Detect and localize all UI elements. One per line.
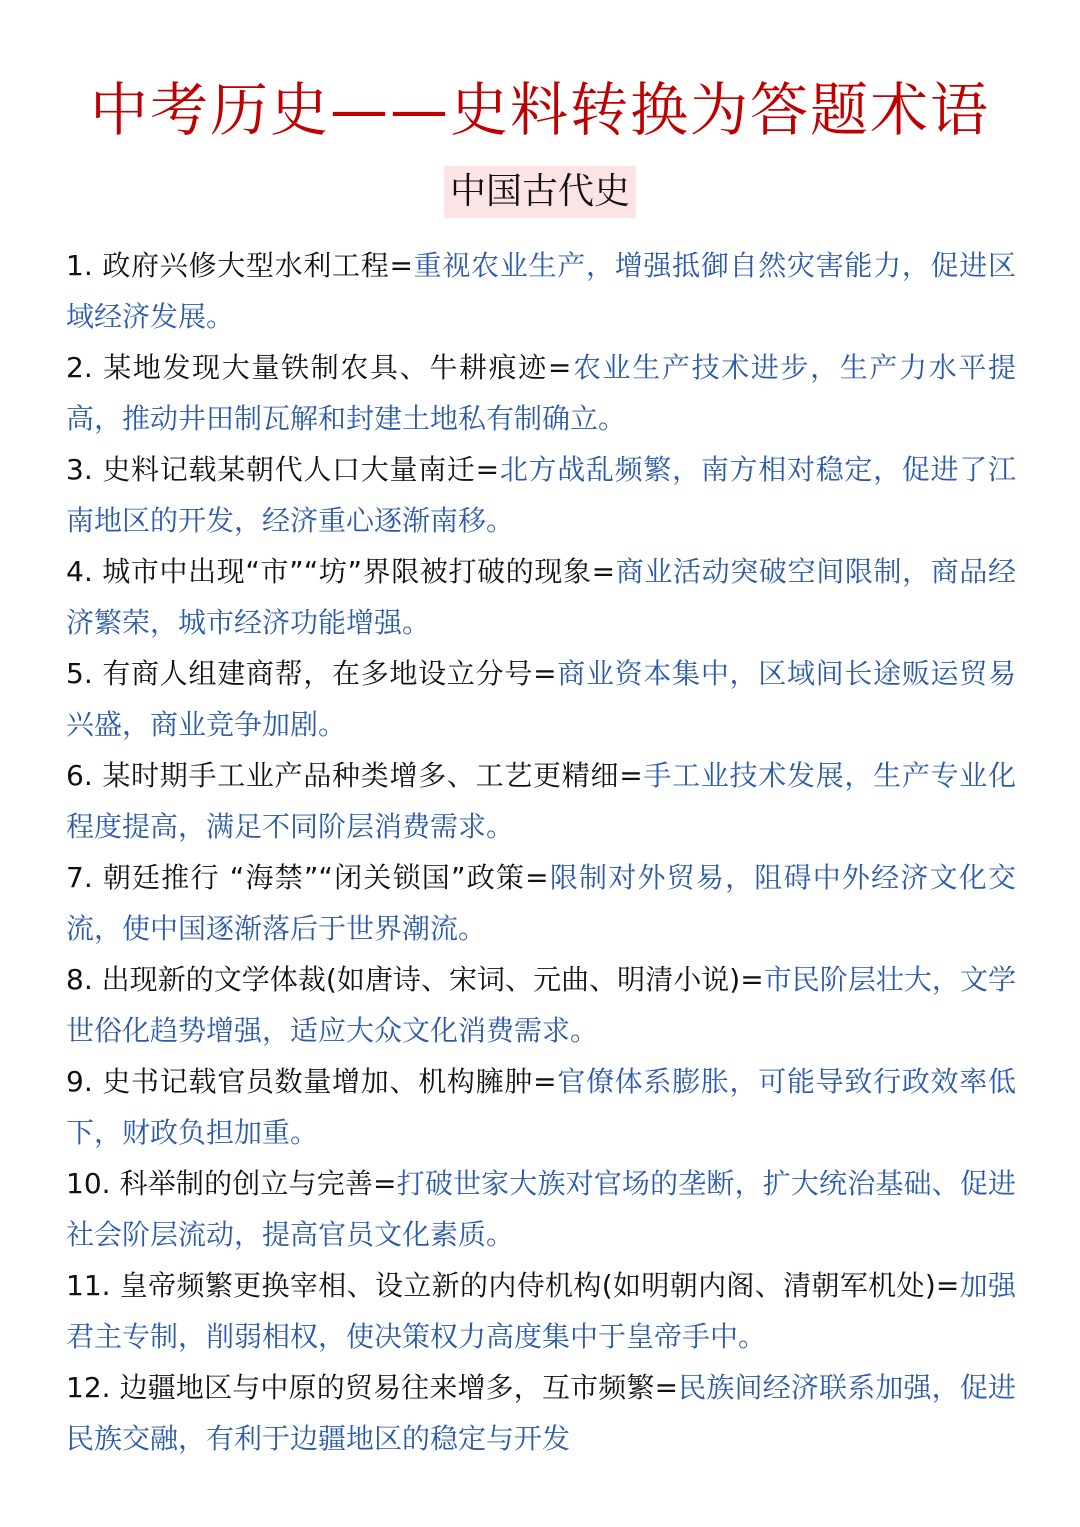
equals-sign: = [591,555,616,588]
item-result: 打破世家大族对官场的垄断，扩大统治基础、促进社会阶层流动，提高官员文化素质。 [66,1167,1016,1251]
item-condition: 6. 某时期手工业产品种类增多、工艺更精细 [66,759,620,792]
equals-sign: = [547,351,572,384]
list-item [66,1260,1016,1362]
item-condition: 7. 朝廷推行 “海禁”“闭关锁国”政策 [66,861,526,894]
list-item [66,750,1016,852]
item-condition: 2. 某地发现大量铁制农具、牛耕痕迹 [66,351,548,384]
item-result: 市民阶层壮大，文学世俗化趋势增强，适应大众文化消费需求。 [66,963,1016,1047]
equals-sign: = [373,1167,397,1200]
list-item [66,240,1016,342]
section-title: 中国古代史 [444,166,636,218]
item-result: 农业生产技术进步，生产力水平提高，推动井田制瓦解和封建土地私有制确立。 [66,351,1016,435]
item-condition: 12. 边疆地区与中原的贸易往来增多，互市频繁 [66,1371,655,1404]
item-result: 民族间经济联系加强，促进民族交融，有利于边疆地区的稳定与开发 [66,1371,1016,1455]
list-item [66,546,1016,648]
equals-sign: = [654,1371,679,1404]
list-item [66,1362,1016,1464]
item-condition: 9. 史书记载官员数量增加、机构臃肿 [66,1065,534,1098]
item-condition: 5. 有商人组建商帮，在多地设立分号 [66,657,534,690]
item-result: 北方战乱频繁，南方相对稳定，促进了江南地区的开发，经济重心逐渐南移。 [66,453,1016,537]
item-result: 手工业技术发展，生产专业化程度提高，满足不同阶层消费需求。 [66,759,1016,843]
item-condition: 4. 城市中出现“市”“坊”界限被打破的现象 [66,555,592,588]
list-item [66,648,1016,750]
equals-sign: = [740,963,764,996]
equals-sign: = [475,453,500,486]
equals-sign: = [389,249,413,282]
item-result: 加强君主专制，削弱相权，使决策权力高度集中于皇帝手中。 [66,1269,1016,1353]
equals-sign: = [525,861,549,894]
list-item [66,342,1016,444]
item-result: 商业活动突破空间限制，商品经济繁荣，城市经济功能增强。 [66,555,1016,639]
list-item [66,444,1016,546]
list-item [66,954,1016,1056]
section-header [0,166,1080,218]
item-condition: 11. 皇帝频繁更换宰相、设立新的内侍机构(如明朝内阁、清朝军机处) [66,1269,936,1302]
item-result: 重视农业生产，增强抵御自然灾害能力，促进区域经济发展。 [66,249,1016,333]
item-condition: 8. 出现新的文学体裁(如唐诗、宋词、元曲、明清小说) [66,963,741,996]
item-result: 官僚体系膨胀，可能导致行政效率低下，财政负担加重。 [66,1065,1016,1149]
item-result: 限制对外贸易，阻碍中外经济文化交流，使中国逐渐落后于世界潮流。 [66,861,1016,945]
equals-sign: = [619,759,643,792]
item-condition: 1. 政府兴修大型水利工程 [66,249,390,282]
item-condition: 10. 科举制的创立与完善 [66,1167,374,1200]
list-item [66,1056,1016,1158]
list-item [66,1158,1016,1260]
equals-sign: = [533,1065,557,1098]
equals-sign: = [935,1269,960,1302]
list-item [66,852,1016,954]
item-result: 商业资本集中，区域间长途贩运贸易兴盛，商业竞争加剧。 [66,657,1016,741]
equals-sign: = [533,657,557,690]
page-title: 中考历史——史料转换为答题术语 [89,76,990,144]
item-list [66,240,1016,1464]
item-condition: 3. 史料记载某朝代人口大量南迁 [66,453,476,486]
